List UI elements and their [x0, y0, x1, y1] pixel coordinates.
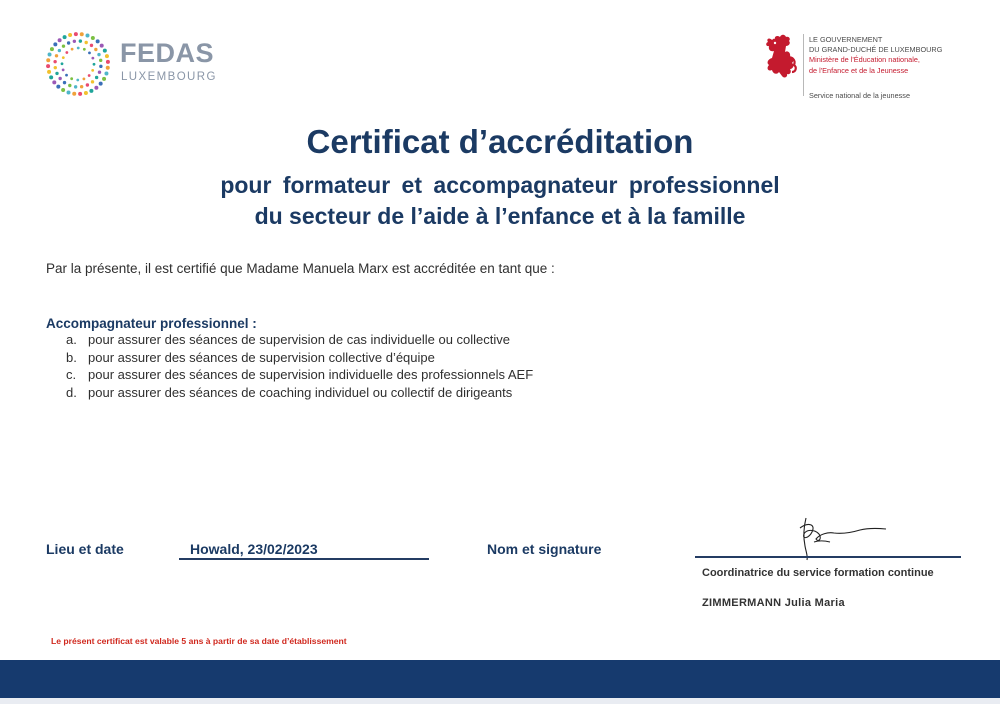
ministry-line-1: Ministère de l'Éducation nationale, [809, 55, 920, 65]
duty-marker: b. [66, 349, 77, 365]
fedas-subtitle: LUXEMBOURG [121, 71, 217, 83]
government-line-2: DU GRAND-DUCHÉ DE LUXEMBOURG [809, 45, 943, 55]
certificate-title: Certificat d’accréditation [306, 123, 694, 160]
duty-text: pour assurer des séances de supervision de cas individuelle ou collective [88, 332, 511, 347]
footer-strip [0, 698, 1000, 704]
duty-marker: a. [66, 332, 77, 347]
role-heading: Accompagnateur professionnel : [46, 316, 257, 331]
duty-item [66, 349, 533, 367]
service-name: Service national de la jeunesse [809, 91, 911, 100]
place-date-value: Howald, 23/02/2023 [190, 541, 318, 557]
handwritten-signature [790, 512, 890, 562]
luxembourg-red-lion-icon [760, 34, 800, 80]
certificate-subtitle-line-2: du secteur de l’aide à l’enfance et à la famille [254, 203, 746, 229]
signature-underline [695, 556, 961, 558]
government-line-1: LE GOUVERNEMENT [809, 35, 883, 44]
duties-list [66, 331, 533, 401]
place-date-underline [179, 558, 429, 560]
duty-item [66, 384, 533, 402]
fedas-logo [44, 30, 224, 100]
duty-text: pour assurer des séances de supervision collective d’équipe [88, 349, 435, 365]
fedas-dotted-ring-icon [44, 30, 112, 98]
signer-role: Coordinatrice du service formation continue [702, 567, 934, 579]
fedas-name: FEDAS [120, 38, 215, 68]
signer-name: ZIMMERMANN Julia Maria [702, 597, 845, 609]
government-logo [760, 34, 970, 109]
certificate-subtitle-line-1: pour formateur et accompagnateur professionnel [220, 172, 780, 198]
name-signature-label: Nom et signature [487, 541, 602, 557]
place-date-label: Lieu et date [46, 541, 124, 557]
ministry-line-2: de l'Enfance et de la Jeunesse [809, 65, 909, 75]
duty-item [66, 366, 533, 384]
duty-marker: d. [66, 384, 77, 400]
validity-note: Le présent certificat est valable 5 ans à partir de sa date d’établissement [51, 636, 347, 646]
government-divider [803, 34, 804, 96]
certification-statement: Par la présente, il est certifié que Madame Manuela Marx est accréditée en tant que : [46, 261, 555, 276]
duty-text: pour assurer des séances de coaching individuel ou collectif de dirigeants [88, 384, 513, 400]
duty-marker: c. [66, 367, 77, 382]
government-title [809, 35, 942, 76]
duty-item [66, 331, 533, 349]
duty-text: pour assurer des séances de supervision individuelle des professionnels AEF [88, 367, 534, 382]
